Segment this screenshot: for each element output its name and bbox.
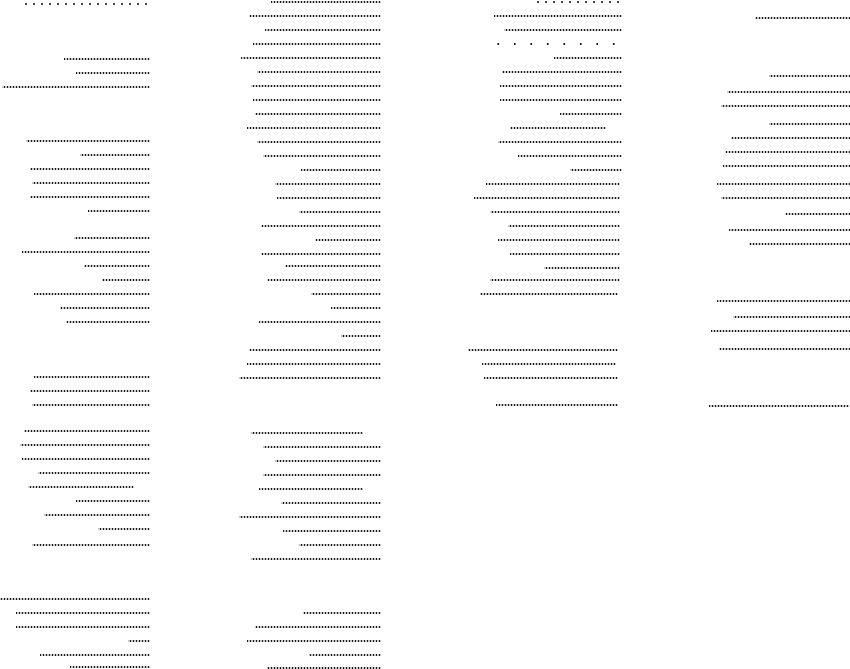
dotted-leader-line	[80, 154, 150, 156]
dotted-leader-line	[32, 404, 150, 406]
dotted-leader-line	[74, 237, 150, 239]
dotted-leader-line	[76, 72, 150, 74]
column-3	[466, 0, 622, 669]
dotted-leader-line	[261, 253, 381, 255]
dotted-leader-line	[20, 444, 150, 446]
dotted-leader-line	[733, 316, 850, 318]
dotted-leader-line	[275, 460, 381, 462]
dotted-leader-line	[502, 71, 622, 73]
dotted-leader-line	[544, 267, 620, 269]
dotted-leader-line	[721, 197, 850, 199]
dotted-leader-line	[484, 377, 618, 379]
dotted-leader-line	[247, 640, 381, 642]
dotted-leader-line	[727, 91, 850, 93]
dotted-leader-line	[253, 43, 381, 45]
dotted-leader-line	[504, 29, 622, 31]
dotted-leader-line	[723, 165, 850, 167]
dotted-leader-line	[285, 265, 381, 267]
dotted-leader-line	[275, 183, 381, 185]
dotted-leader-line	[474, 197, 620, 199]
dotted-leader-line	[263, 474, 381, 476]
column-2	[236, 0, 381, 669]
dotted-leader-line	[769, 123, 850, 125]
dotted-leader-line	[38, 472, 150, 474]
dotted-leader-line	[249, 15, 381, 17]
dotted-leader-line	[301, 169, 381, 171]
dotted-leader-line	[508, 225, 620, 227]
dotted-leader-line	[102, 279, 150, 281]
dotted-leader-line	[26, 140, 150, 142]
column-4	[706, 0, 850, 669]
dotted-leader-line	[44, 514, 150, 516]
dotted-leader-line	[22, 251, 150, 253]
dotted-leader-line	[0, 598, 150, 600]
dotted-leader-line	[299, 211, 381, 213]
dotted-leader-line	[749, 243, 850, 245]
dotted-leader-line	[711, 330, 850, 332]
dotted-leader-line	[492, 43, 622, 45]
dotted-leader-line	[16, 612, 150, 614]
dotted-leader-line	[554, 57, 622, 59]
dotted-leader-line	[251, 85, 381, 87]
dotted-leader-line	[311, 293, 381, 295]
dotted-leader-line	[331, 307, 381, 309]
dotted-leader-line	[281, 502, 381, 504]
dotted-leader-line	[341, 335, 381, 337]
dotted-leader-line	[247, 127, 381, 129]
dotted-leader-line	[30, 168, 150, 170]
dotted-leader-line	[259, 321, 381, 323]
dotted-leader-line	[239, 516, 381, 518]
dotted-leader-line	[729, 229, 850, 231]
dotted-leader-line	[251, 432, 363, 434]
dotted-leader-line	[2, 86, 150, 88]
dotted-leader-line	[128, 640, 150, 642]
dotted-leader-line	[255, 626, 381, 628]
dotted-leader-line	[76, 500, 150, 502]
dotted-leader-line	[247, 363, 381, 365]
dotted-leader-line	[241, 57, 381, 59]
dotted-leader-line	[315, 239, 381, 241]
dotted-leader-line	[267, 279, 381, 281]
dotted-leader-line	[66, 321, 150, 323]
dotted-leader-line	[34, 376, 150, 378]
dotted-leader-line	[98, 528, 150, 530]
dotted-leader-line	[719, 348, 850, 350]
dotted-leader-line	[251, 558, 381, 560]
dotted-leader-line	[88, 210, 150, 212]
dotted-leader-line	[721, 105, 850, 107]
dotted-leader-line	[498, 141, 622, 143]
dotted-leader-line	[30, 196, 150, 198]
dotted-leader-line	[494, 15, 622, 17]
dotted-leader-line	[510, 127, 606, 129]
dotted-leader-line	[32, 182, 150, 184]
dotted-leader-line	[64, 58, 150, 60]
dotted-leader-line	[283, 530, 381, 532]
dotted-leader-line	[32, 544, 150, 546]
dotted-leader-line	[30, 390, 150, 392]
dotted-leader-line	[560, 113, 622, 115]
dotted-leader-line	[769, 75, 850, 77]
dotted-leader-line	[253, 99, 381, 101]
dotted-leader-line	[255, 113, 381, 115]
dotted-leader-line	[257, 141, 381, 143]
dotted-leader-line	[265, 29, 381, 31]
dotted-leader-line	[16, 626, 150, 628]
column-1	[0, 0, 150, 669]
dotted-leader-line	[261, 225, 381, 227]
dotted-leader-line	[518, 155, 622, 157]
dotted-leader-line	[299, 544, 381, 546]
dotted-leader-line	[785, 213, 850, 215]
dotted-leader-line	[84, 265, 150, 267]
dotted-leader-line	[34, 293, 150, 295]
dotted-leader-line	[496, 404, 618, 406]
dotted-leader-line	[468, 349, 618, 351]
dotted-leader-line	[717, 300, 850, 302]
dotted-leader-line	[725, 151, 850, 153]
dotted-leader-line	[249, 349, 381, 351]
dotted-leader-line	[257, 71, 381, 73]
dotted-leader-line	[271, 1, 381, 3]
dotted-leader-line	[277, 197, 381, 199]
dotted-leader-line	[510, 253, 620, 255]
dotted-leader-line	[486, 183, 620, 185]
dotted-leader-line	[480, 293, 618, 295]
dotted-leader-line	[482, 363, 616, 365]
dotted-leader-line	[717, 183, 850, 185]
dotted-leader-line	[498, 239, 620, 241]
dotted-leader-line	[490, 211, 620, 213]
dotted-leader-line	[40, 654, 150, 656]
dotted-leader-line	[28, 486, 134, 488]
dotted-leader-line	[263, 446, 381, 448]
dotted-leader-line	[755, 17, 850, 19]
dotted-leader-line	[570, 169, 622, 171]
dotted-leader-line	[536, 1, 622, 3]
dotted-leader-line	[60, 307, 150, 309]
dotted-leader-line	[500, 99, 622, 101]
dotted-leader-line	[309, 654, 381, 656]
dotted-leader-line	[500, 85, 622, 87]
dotted-leader-line	[24, 430, 150, 432]
dotted-leader-line	[70, 666, 150, 668]
dotted-leader-line	[731, 137, 850, 139]
dotted-leader-line	[303, 612, 381, 614]
dotted-leader-line	[490, 279, 620, 281]
dotted-leader-line	[709, 405, 849, 407]
dotted-leader-line	[22, 458, 150, 460]
dotted-leader-line	[259, 488, 363, 490]
dotted-leader-line	[263, 155, 381, 157]
dotted-leader-line	[239, 377, 381, 379]
dotted-leader-line	[22, 3, 150, 5]
